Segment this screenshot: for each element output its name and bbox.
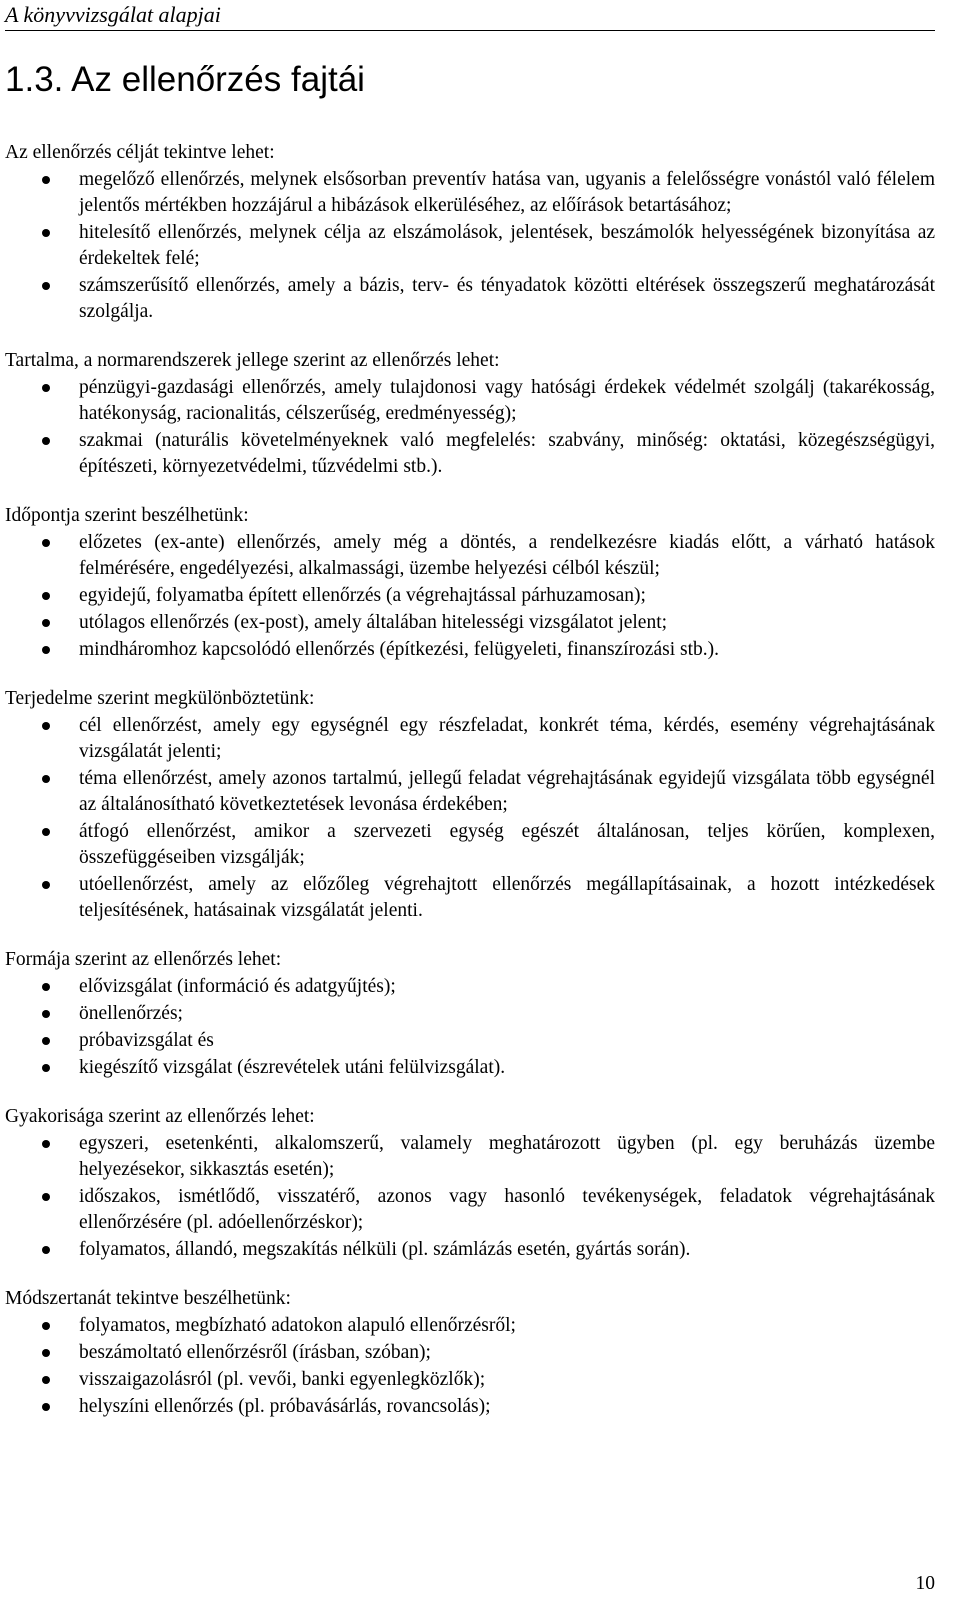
list-item [5,1001,935,1027]
list-item-text: egyidejű, folyamatba épített ellenőrzés (a végrehajtással párhuzamosan); [79,585,646,606]
list-item-text: utóellenőrzést, amely az előzőleg végrehajtott ellenőrzés megállapításainak, a hozott intézkedések teljesítésének, hatásainak vizsgálatát jelenti. [79,874,935,921]
bullet-list [5,375,935,480]
list-item-text: önellenőrzés; [79,1003,183,1024]
bullet-icon [42,1349,50,1357]
bullet-icon [42,881,50,889]
list-item-text: kiegészítő vizsgálat (észrevételek utáni felülvizsgálat). [79,1057,506,1078]
list-item-text: időszakos, ismétlődő, visszatérő, azonos vagy hasonló tevékenységek, feladatok végrehajtásának ellenőrzésére (pl. adóellenőrzéskor); [79,1186,935,1233]
list-item-text: helyszíni ellenőrzés (pl. próbavásárlás, rovancsolás); [79,1396,491,1417]
section-intro: Gyakorisága szerint az ellenőrzés lehet: [5,1106,315,1127]
section [5,1286,935,1420]
bullet-list [5,1131,935,1263]
list-item [5,428,935,480]
section [5,140,935,325]
section [5,686,935,924]
list-item-text: utólagos ellenőrzés (ex-post), amely általában hitelességi vizsgálatot jelent; [79,612,668,633]
list-item [5,610,935,636]
list-item [5,1131,935,1183]
list-item-text: próbavizsgálat és [79,1030,214,1051]
list-item-text: átfogó ellenőrzést, amikor a szervezeti egység egészét általánosan, teljes körűen, komplexen, összefüggéseiben vizsgálják; [79,821,935,868]
list-item [5,530,935,582]
list-item-text: folyamatos, állandó, megszakítás nélküli (pl. számlázás esetén, gyártás során). [79,1239,691,1260]
list-item [5,1394,935,1420]
bullet-list [5,167,935,325]
section [5,503,935,663]
bullet-icon [42,437,50,445]
list-item [5,872,935,924]
bullet-icon [42,592,50,600]
bullet-icon [42,1376,50,1384]
bullet-list [5,1313,935,1420]
bullet-icon [42,619,50,627]
bullet-icon [42,1193,50,1201]
bullet-icon [42,775,50,783]
bullet-icon [42,722,50,730]
running-header: A könyvvizsgálat alapjai [5,0,935,31]
list-item-text: hitelesítő ellenőrzés, melynek célja az elszámolások, jelentések, beszámolók helyességének bizonyítása az érdekeltek felé; [79,222,935,269]
list-item [5,637,935,663]
bullet-icon [42,1064,50,1072]
bullet-list [5,974,935,1081]
list-item-text: szakmai (naturális követelményeknek való megfelelés: szabvány, minőség: oktatási, közegészségügyi, építészeti, környezetvédelmi, tűzvédelmi stb.). [79,430,935,477]
bullet-icon [42,229,50,237]
section [5,348,935,480]
list-item [5,713,935,765]
list-item [5,766,935,818]
bullet-icon [42,176,50,184]
list-item [5,1055,935,1081]
bullet-icon [42,1246,50,1254]
section-intro: Az ellenőrzés célját tekintve lehet: [5,142,275,163]
section [5,1104,935,1263]
bullet-icon [42,1010,50,1018]
list-item [5,819,935,871]
bullet-icon [42,1140,50,1148]
list-item-text: beszámoltató ellenőrzésről (írásban, szóban); [79,1342,431,1363]
list-item [5,974,935,1000]
list-item-text: elővizsgálat (információ és adatgyűjtés); [79,976,396,997]
list-item [5,1313,935,1339]
list-item-text: számszerűsítő ellenőrzés, amely a bázis, terv- és tényadatok közötti eltérések összegszerű meghatározását szolgálja. [79,275,935,322]
bullet-list [5,530,935,663]
list-item-text: megelőző ellenőrzés, melynek elsősorban preventív hatása van, ugyanis a felelősségre vonástól való félelem jelentős mértékben hozzájárul a hibázások elkerüléséhez, az előírások betartásához; [79,169,935,216]
chapter-title: 1.3. Az ellenőrzés fajtái [5,60,365,99]
section-intro: Időpontja szerint beszélhetünk: [5,505,249,526]
bullet-icon [42,1037,50,1045]
bullet-list [5,713,935,924]
list-item-text: visszaigazolásról (pl. vevői, banki egyenlegközlők); [79,1369,486,1390]
list-item-text: előzetes (ex-ante) ellenőrzés, amely még a döntés, a rendelkezésre kiadás előtt, a várható hatások felmérésére, engedélyezési, alkalmassági, üzembe helyezési célból készül; [79,532,935,579]
list-item-text: pénzügyi-gazdasági ellenőrzés, amely tulajdonosi vagy hatósági érdekek védelmét szolgálj (takarékosság, hatékonyság, racionalitás, célszerűség, eredményesség); [79,377,935,424]
section-intro: Tartalma, a normarendszerek jellege szerint az ellenőrzés lehet: [5,350,500,371]
bullet-icon [42,1403,50,1411]
list-item [5,1184,935,1236]
list-item-text: téma ellenőrzést, amely azonos tartalmú, jellegű feladat végrehajtásának egyidejű vizsgálata több egységnél az általánosítható következtetések levonása érdekében; [79,768,935,815]
list-item [5,1367,935,1393]
list-item [5,1340,935,1366]
list-item [5,375,935,427]
page-number: 10 [915,1573,935,1594]
section [5,947,935,1081]
section-intro: Módszertanát tekintve beszélhetünk: [5,1288,291,1309]
list-item [5,273,935,325]
list-item [5,1028,935,1054]
bullet-icon [42,1322,50,1330]
bullet-icon [42,282,50,290]
list-item [5,167,935,219]
list-item [5,583,935,609]
bullet-icon [42,983,50,991]
bullet-icon [42,828,50,836]
list-item-text: folyamatos, megbízható adatokon alapuló ellenőrzésről; [79,1315,516,1336]
bullet-icon [42,646,50,654]
section-intro: Terjedelme szerint megkülönböztetünk: [5,688,315,709]
bullet-icon [42,384,50,392]
list-item-text: cél ellenőrzést, amely egy egységnél egy részfeladat, konkrét téma, kérdés, esemény végrehajtásának vizsgálatát jelenti; [79,715,935,762]
list-item [5,1237,935,1263]
list-item-text: mindháromhoz kapcsolódó ellenőrzés (építkezési, felügyeleti, finanszírozási stb.). [79,639,720,660]
list-item [5,220,935,272]
bullet-icon [42,539,50,547]
list-item-text: egyszeri, esetenkénti, alkalomszerű, valamely meghatározott ügyben (pl. egy beruházás üzembe helyezésekor, sikkasztás esetén); [79,1133,935,1180]
document-body [5,140,935,1443]
section-intro: Formája szerint az ellenőrzés lehet: [5,949,282,970]
